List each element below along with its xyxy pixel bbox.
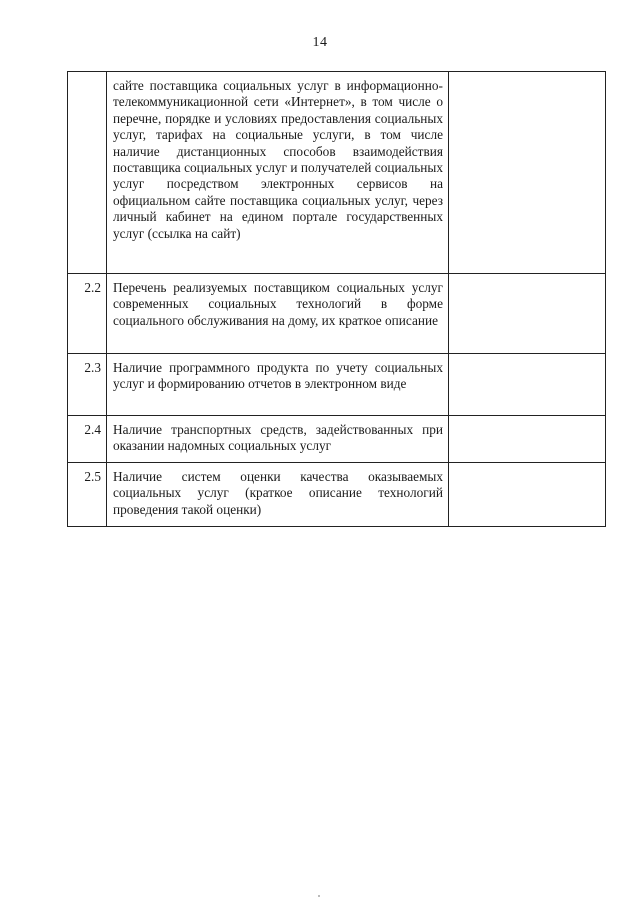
row-description: Наличие программного продукта по учету социальных услуг и формированию отчетов в электронном виде: [107, 354, 449, 416]
criteria-table: [67, 71, 606, 527]
row-number: 2.2: [68, 274, 107, 354]
row-number: [68, 72, 107, 274]
table-row: [68, 274, 606, 354]
row-value-cell: [449, 462, 606, 526]
row-description: Наличие систем оценки качества оказываемых социальных услуг (краткое описание технологий проведения такой оценки): [107, 462, 449, 526]
row-number: 2.5: [68, 462, 107, 526]
row-value-cell: [449, 72, 606, 274]
table-row: [68, 354, 606, 416]
table-row: [68, 72, 606, 274]
row-value-cell: [449, 354, 606, 416]
row-description: сайте поставщика социальных услуг в информационно-телекоммуникационной сети «Интернет», в том числе о перечне, порядке и условиях предоставления социальных услуг, тарифах на социальные услуги, в том числе наличие дистанционных способов взаимодействия поставщика социальных услуг и получателей социальных услуг посредством электронных сервисов на официальном сайте поставщика социальных услуг, через личный кабинет на едином портале государственных услуг (ссылка на сайт): [107, 72, 449, 274]
row-description: Перечень реализуемых поставщиком социальных услуг современных социальных технологий в форме социального обслуживания на дому, их краткое описание: [107, 274, 449, 354]
table-row: [68, 462, 606, 526]
row-description: Наличие транспортных средств, задействованных при оказании надомных социальных услуг: [107, 416, 449, 463]
row-number: 2.4: [68, 416, 107, 463]
row-value-cell: [449, 416, 606, 463]
page-number: 14: [312, 35, 328, 50]
row-value-cell: [449, 274, 606, 354]
table-row: [68, 416, 606, 463]
scan-speck: [318, 895, 320, 897]
row-number: 2.3: [68, 354, 107, 416]
